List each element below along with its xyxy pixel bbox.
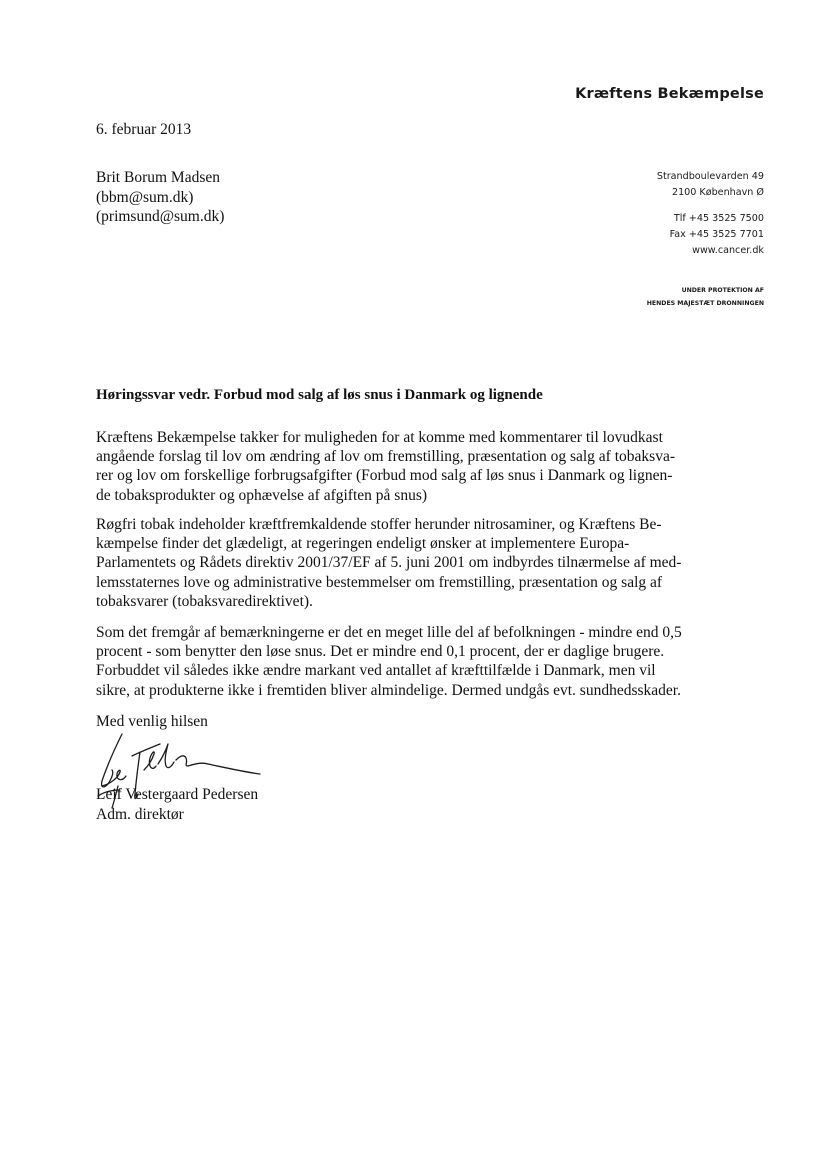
- organization-name: Kræftens Bekæmpelse: [575, 86, 764, 102]
- recipient-email-1: (bbm@sum.dk): [96, 188, 194, 206]
- paragraph-line: angående forslag til lov om ændring af lov om fremstilling, præsentation og salg af tobaksva-: [96, 448, 675, 466]
- paragraph-line: lemsstaternes love og administrative bestemmelser om fremstilling, præsentation og salg af: [96, 573, 663, 591]
- sender-city: 2100 København Ø: [671, 187, 764, 198]
- paragraph-line: Kræftens Bekæmpelse takker for muligheden for at komme med kommentarer til lovudkast: [96, 429, 663, 446]
- paragraph-line: kæmpelse finder det glædeligt, at regeringen endeligt ønsker at implementere Europa-: [96, 535, 630, 553]
- sender-fax: Fax +45 3525 7701: [669, 229, 764, 240]
- sender-web: www.cancer.dk: [692, 245, 764, 256]
- sender-phone: Tlf +45 3525 7500: [673, 213, 764, 224]
- signer-title: Adm. direktør: [96, 805, 184, 823]
- closing-salutation: Med venlig hilsen: [96, 713, 208, 730]
- signer-block: [96, 785, 258, 824]
- sender-address: [560, 169, 764, 201]
- sender-street: Strandboulevarden 49: [656, 171, 764, 182]
- recipient-email-2: (primsund@sum.dk): [96, 208, 225, 225]
- paragraph-line: Som det fremgår af bemærkningerne er det en meget lille del af befolkningen - mindre end 0,5: [96, 624, 682, 641]
- paragraph-1: [96, 428, 675, 505]
- recipient-block: [96, 168, 224, 227]
- signer-name: Leif Vestergaard Pedersen: [96, 786, 259, 803]
- paragraph-line: Røgfri tobak indeholder kræftfremkaldende stoffer herunder nitrosaminer, og Kræftens Be-: [96, 516, 662, 533]
- paragraph-line: procent - som benytter den løse snus. Det er mindre end 0,1 procent, der er daglige brugere.: [96, 643, 665, 661]
- letter-date: 6. februar 2013: [96, 121, 192, 138]
- paragraph-2: [96, 515, 681, 611]
- paragraph-line: de tobaksprodukter og ophævelse af afgiften på snus): [96, 486, 428, 504]
- recipient-name: Brit Borum Madsen: [96, 169, 220, 186]
- paragraph-line: tobaksvarer (tobaksvaredirektivet).: [96, 592, 313, 610]
- paragraph-line: rer og lov om forskellige forbrugsafgifter (Forbud mod salg af løs snus i Danmark og lignen-: [96, 467, 673, 485]
- patronage-note: [560, 284, 764, 310]
- patronage-line-1: UNDER PROTEKTION AF: [681, 287, 764, 294]
- paragraph-3: [96, 623, 682, 700]
- paragraph-line: sikre, at produkterne ikke i fremtiden bliver almindelige. Dermed undgås evt. sundhedsskader.: [96, 681, 681, 699]
- sender-contact: [560, 211, 764, 259]
- letter-subject: Høringssvar vedr. Forbud mod salg af løs snus i Danmark og lignende: [96, 387, 543, 403]
- paragraph-line: Parlamentets og Rådets direktiv 2001/37/EF af 5. juni 2001 om indbyrdes tilnærmelse af med-: [96, 554, 682, 572]
- paragraph-line: Forbuddet vil således ikke ændre markant ved antallet af kræfttilfælde i Danmark, men vil: [96, 662, 656, 680]
- patronage-line-2: HENDES MAJESTÆT DRONNINGEN: [646, 300, 764, 307]
